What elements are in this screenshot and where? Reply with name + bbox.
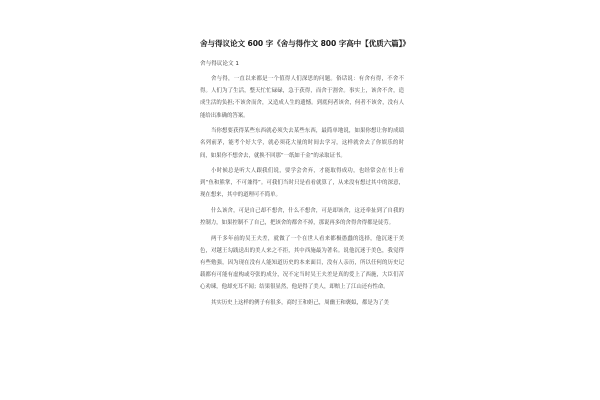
document-subheading: 舍与得议论文 1 bbox=[200, 61, 239, 67]
paragraph-3: 小时候总是听大人跟我们说，要学会舍弃，才能取得成功，也经常会在书上看到“鱼和熊掌，不可兼得”。可我们当时只是看看就算了，从来没有想过其中的深意，现在想来，其中的道理可不简单。 bbox=[200, 168, 404, 199]
document-title: 舍与得议论文 600 字《舍与得作文 800 字高中【优质六篇】》 bbox=[200, 39, 410, 48]
paragraph-6: 其实历史上这样的例子有很多，商纣王和妲己，周幽王和褒姒，都是为了美 bbox=[211, 299, 389, 306]
paragraph-2: 当你想要获得某些东西就必须失去某些东西，最简单地说，如果你想让你的成绩名列前茅，能考个好大学，就必须花大量的时间去学习，这样就舍去了你娱乐的时间，如果你不想舍去，就换不回那“一纸如千金”的录取证书。 bbox=[200, 128, 404, 159]
paragraph-5: 两千多年前的吴王夫差，就做了一个在世人看来都极愚蠢的选择，他沉迷于美色，对越王勾践送出的美人来之不拒，其中西施最为著名。说他沉迷于美色，我觉得有些勉强，因为现在没有人能知道历史的本来面目，没有人亲历，所以任何的历史记载都有可能有虚构或夸张的成分，况不定当时吴王夫差是真的爱上了西施，大臣们苦心劝谏，他却充耳不闻；结果很显然，他是得了美人，却赔上了江山还有性命。 bbox=[200, 235, 404, 291]
paragraph-4: 什么该舍，可是自己却不想舍，什么不想舍，可是却该舍，这还牵扯到了自我的控制力，如果控制不了自己，把该舍的都舍不掉，那说再多的舍得舍得都是徒劳。 bbox=[200, 207, 404, 227]
paragraph-1: 舍与得，一直以来都是一个值得人们深思的问题。俗话说：有舍有得，不舍不得。人们为了生活，整天忙忙碌碌，急于获得，而舍于割舍。事实上，该舍不舍，造成生活的负担;不该舍而舍，又造成人生的遗憾。到底何者该舍，何者不该舍，没有人能给出准确的答案。 bbox=[200, 76, 404, 119]
document-body bbox=[200, 38, 410, 312]
